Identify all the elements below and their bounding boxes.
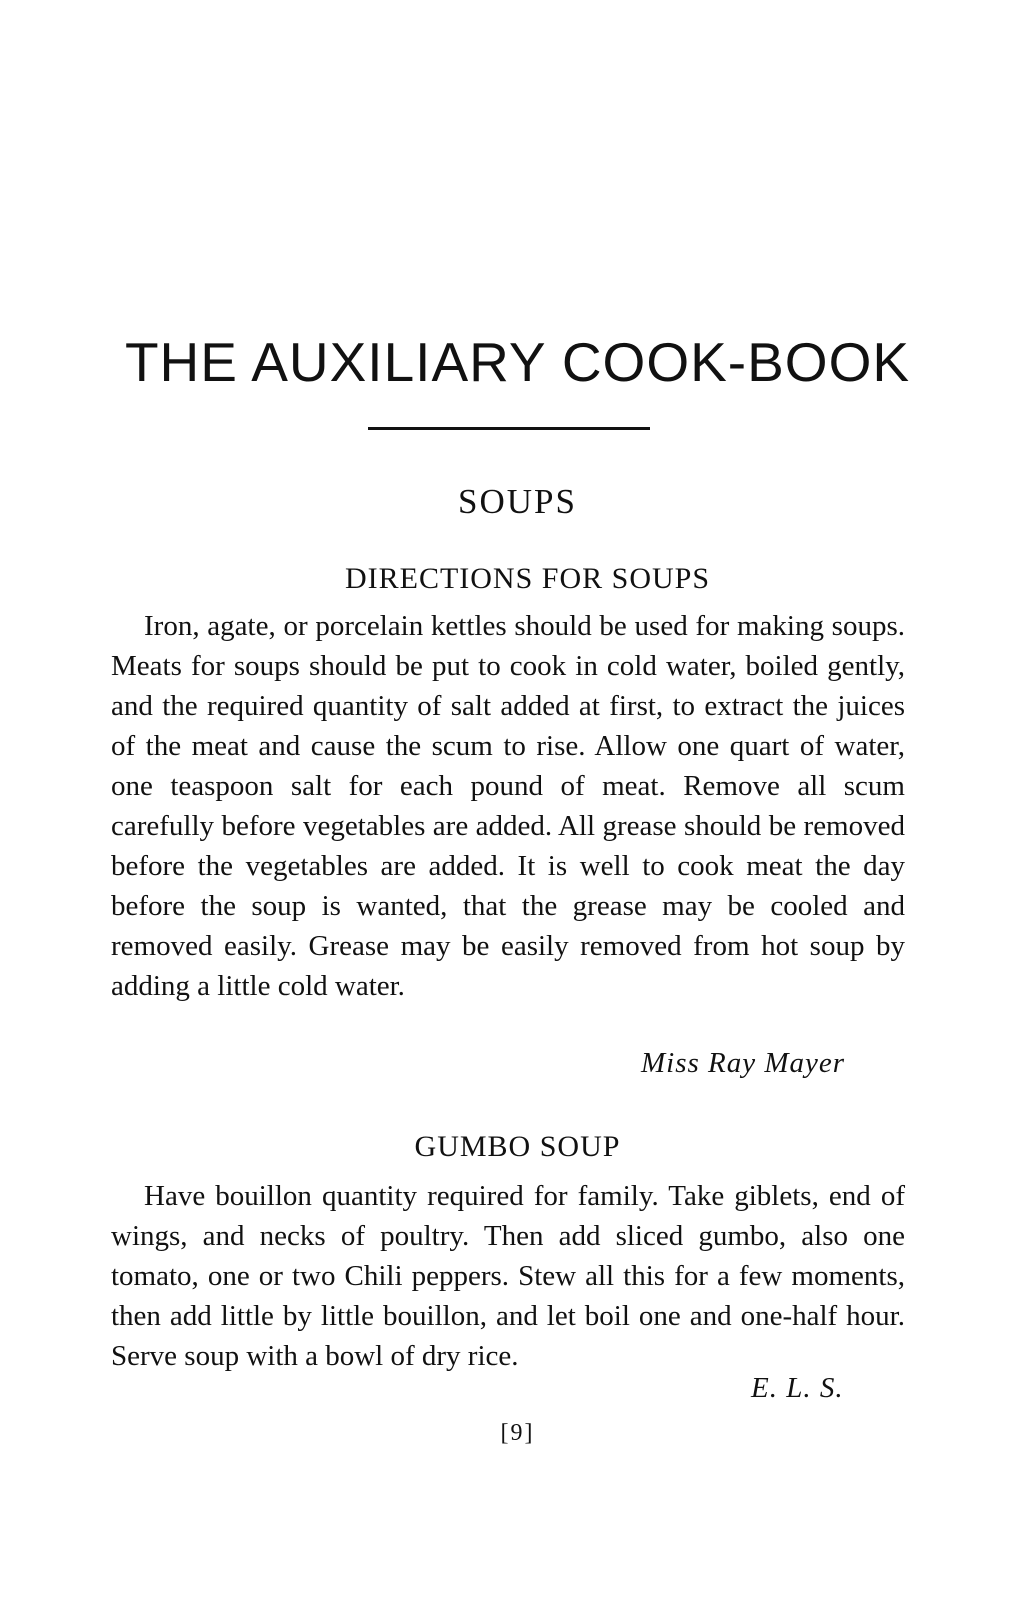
recipe-heading-directions: DIRECTIONS FOR SOUPS	[344, 562, 711, 595]
recipe-body-directions: Iron, agate, or porcelain kettles should be used for making soups. Meats for soups should be put to cook in cold water, boiled gently, and the required quantity of salt added at first, to extract the juices of the meat and cause the scum to rise. Allow one quart of water, one teaspoon salt for each pound of meat. Remove all scum carefully before vegetables are added. All grease should be removed before the vegetables are added. It is well to cook meat the day before the soup is wanted, that the grease may be cooled and removed easily. Grease may be easily removed from hot soup by adding a little cold water.	[111, 610, 905, 1002]
section-title: SOUPS	[458, 482, 577, 521]
recipe-heading-gumbo: GUMBO SOUP	[414, 1130, 621, 1163]
recipe-attribution-directions: Miss Ray Mayer	[641, 1047, 846, 1079]
page-number: [9]	[500, 1420, 535, 1446]
recipe-attribution-gumbo: E. L. S.	[751, 1372, 844, 1404]
title-rule	[368, 427, 650, 430]
recipe-body-gumbo: Have bouillon quantity required for family. Take giblets, end of wings, and necks of poultry. Then add sliced gumbo, also one tomato, one or two Chili peppers. Stew all this for a few moments, then add little by little bouillon, and let boil one and one-half hour. Serve soup with a bowl of dry rice.	[111, 1180, 905, 1372]
book-title: THE AUXILIARY COOK-BOOK	[124, 331, 911, 393]
